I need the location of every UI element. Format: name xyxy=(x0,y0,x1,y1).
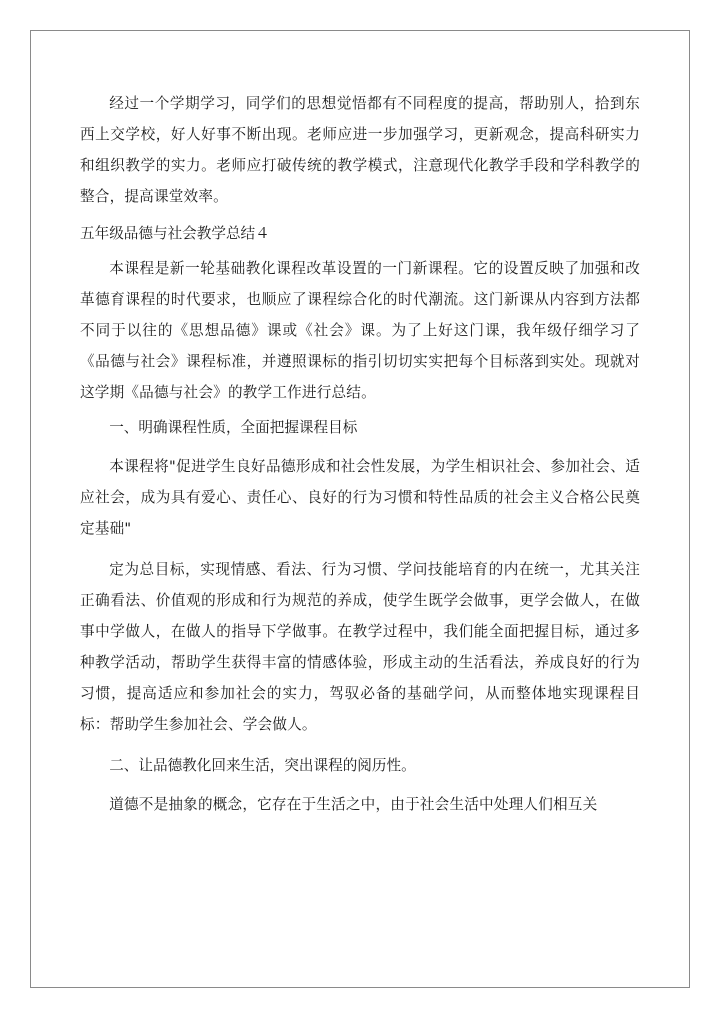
paragraph-1: 经过一个学期学习，同学们的思想觉悟都有不同程度的提高，帮助别人，拾到东西上交学校，好人好事不断出现。老师应进一步加强学习，更新观念，提高科研实力和组织教学的实力。老师应打破传统的教学模式，注意现代化教学手段和学科教学的整合，提高课堂效率。 xyxy=(80,95,640,205)
document-body xyxy=(80,88,640,820)
paragraph-5: 道德不是抽象的概念，它存在于生活之中，由于社会生活中处理人们相互关 xyxy=(109,796,598,813)
paragraph-4: 定为总目标，实现情感、看法、行为习惯、学问技能培育的内在统一，尤其关注正确看法、价值观的形成和行为规范的养成，使学生既学会做事，更学会做人，在做事中学做人，在做人的指导下学做事。在教学过程中，我们能全面把握目标，通过多种教学活动，帮助学生获得丰富的情感体验，形成主动的生活看法，养成良好的行为习惯，提高适应和参加社会的实力，驾驭必备的基础学问，从而整体地实现课程目标：帮助学生参加社会、学会做人。 xyxy=(80,561,640,733)
heading-1: 一、明确课程性质，全面把握课程目标 xyxy=(109,419,358,436)
heading-2: 二、让品德教化回来生活，突出课程的阅历性。 xyxy=(109,757,416,774)
paragraph-2: 本课程是新一轮基础教化课程改革设置的一门新课程。它的设置反映了加强和改革德育课程的时代要求，也顺应了课程综合化的时代潮流。这门新课从内容到方法都不同于以往的《思想品德》课或《社会》课。为了上好这门课，我年级仔细学习了《品德与社会》课程标准，并遵照课标的指引切切实实把每个目标落到实处。现就对这学期《品德与社会》的教学工作进行总结。 xyxy=(80,260,640,401)
section-title-4: 五年级品德与社会教学总结４ xyxy=(80,225,270,242)
paragraph-3: 本课程将"促进学生良好品德形成和社会性发展，为学生相识社会、参加社会、适应社会，成为具有爱心、责任心、良好的行为习惯和特性品质的社会主义合格公民奠定基础" xyxy=(80,458,640,537)
